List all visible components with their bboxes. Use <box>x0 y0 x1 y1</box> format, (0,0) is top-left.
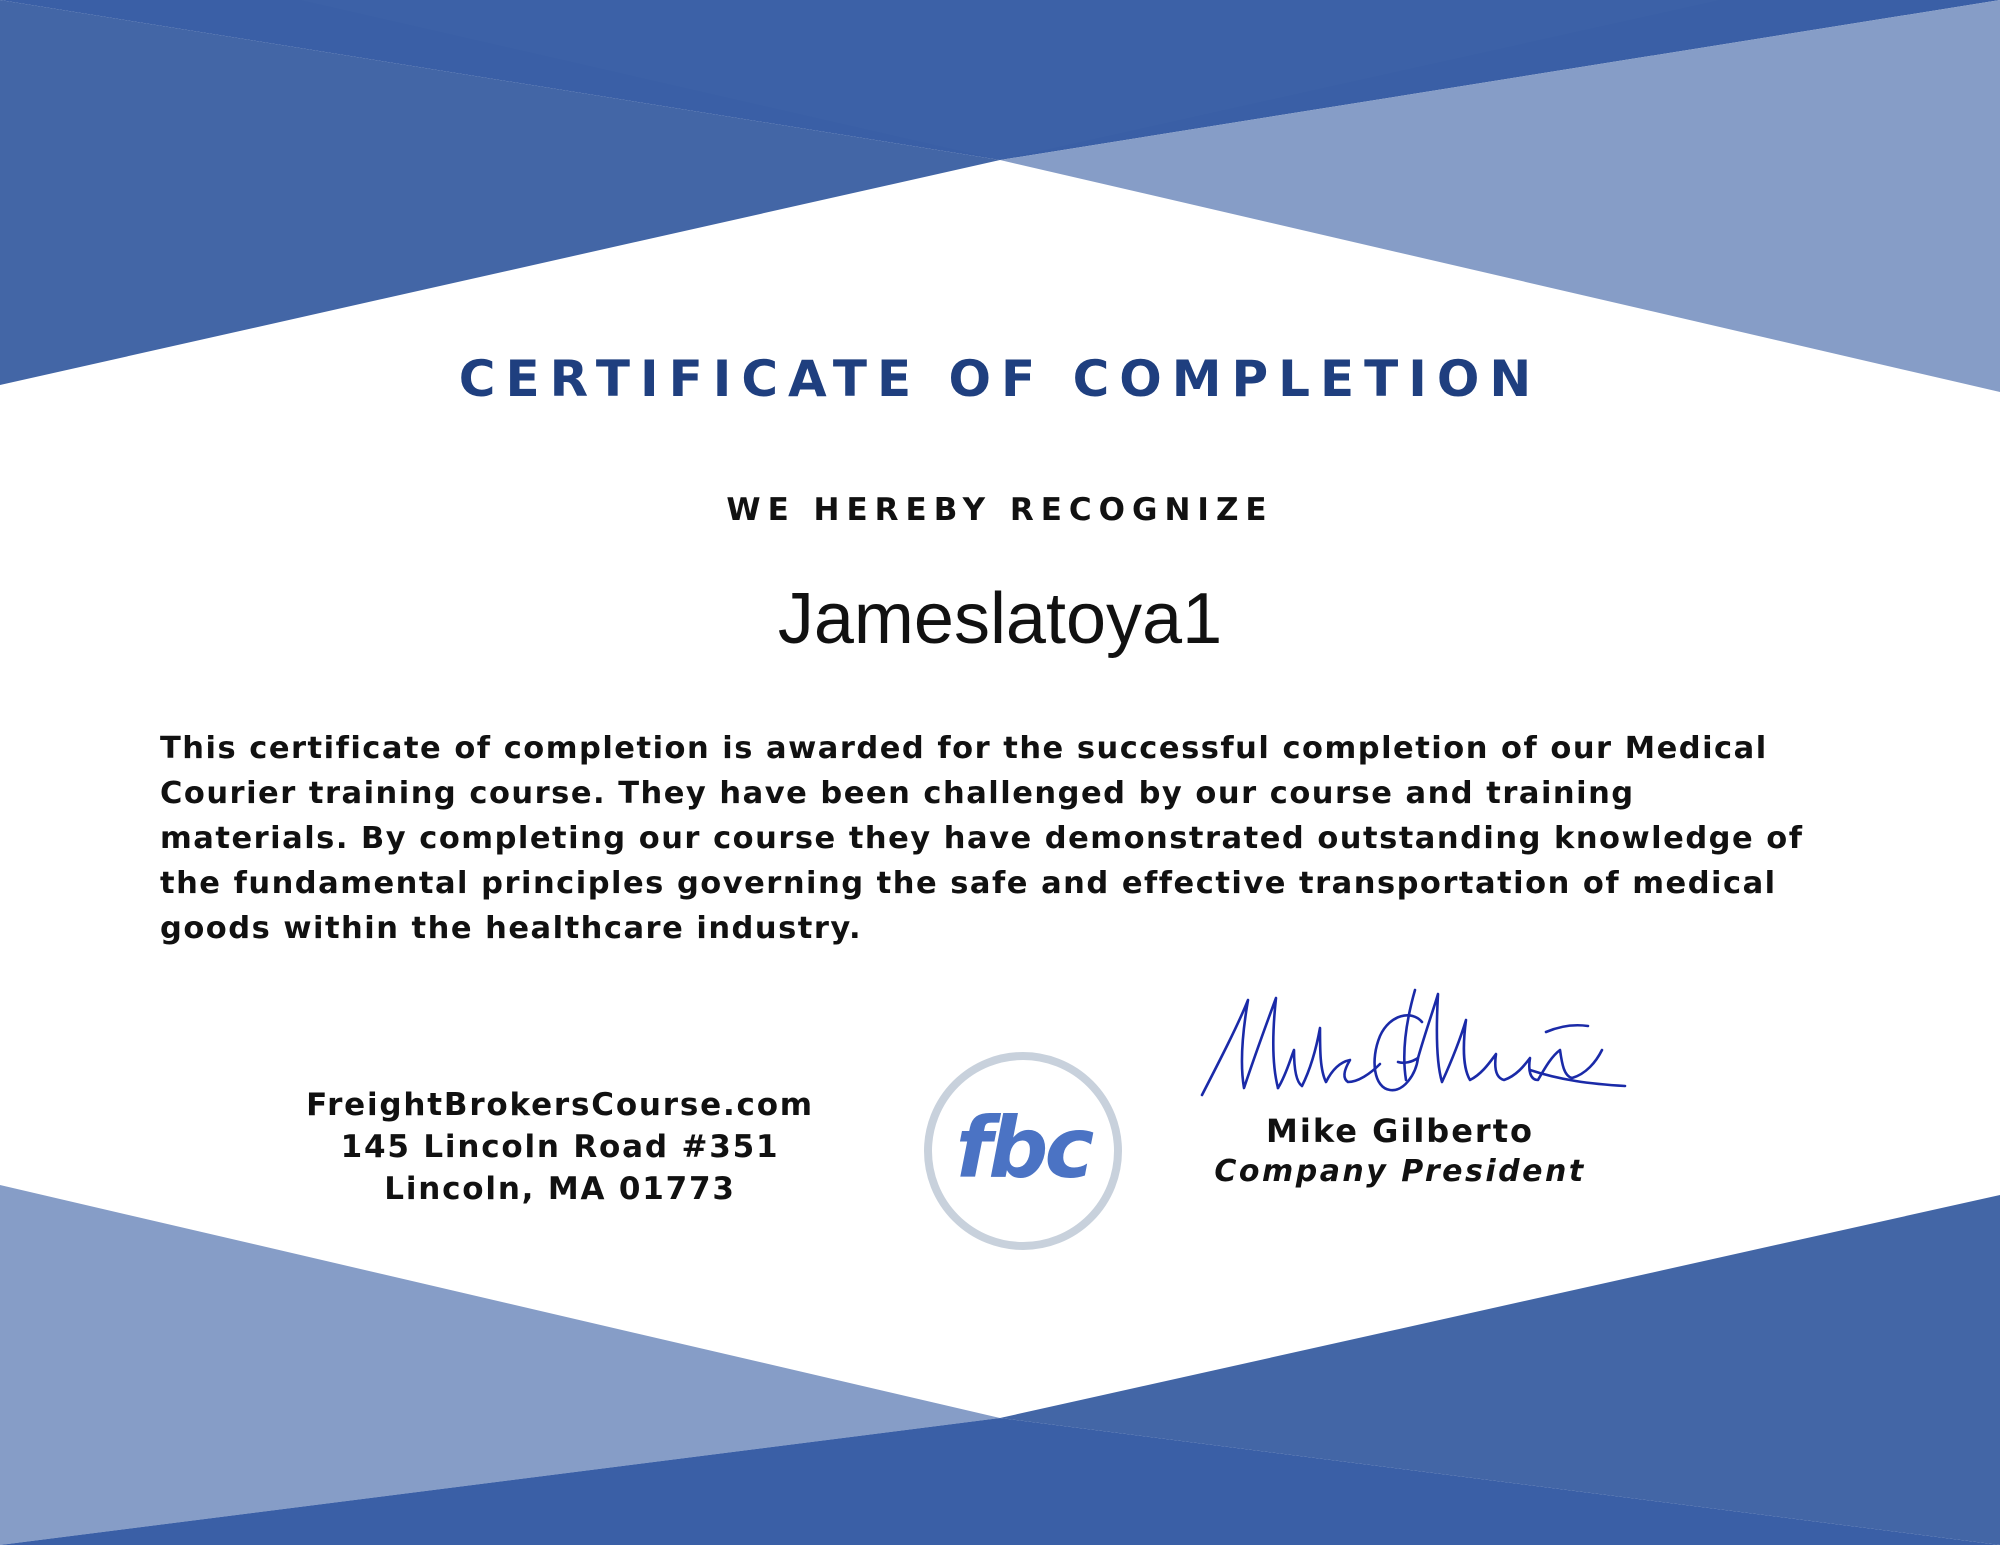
signatory-block <box>1160 1110 1640 1192</box>
body-line: materials. By completing our course they have demonstrated outstanding knowledge of <box>160 821 1804 856</box>
body-line: goods within the healthcare industry. <box>160 911 863 946</box>
fbc-logo-icon <box>922 1050 1124 1252</box>
certificate-title: CERTIFICATE OF COMPLETION <box>458 350 1542 408</box>
recognize-label: WE HEREBY RECOGNIZE <box>726 492 1274 528</box>
signature-icon <box>1190 970 1630 1110</box>
address-line-2: Lincoln, MA 01773 <box>384 1171 736 1207</box>
recipient-name: Jameslatoya1 <box>777 579 1223 659</box>
company-address <box>260 1084 860 1210</box>
logo-text: fbc <box>955 1099 1091 1197</box>
certificate-body <box>160 726 1840 951</box>
signatory-role: Company President <box>1214 1154 1586 1189</box>
body-line: This certificate of completion is awarded for the successful completion of our Medical <box>160 731 1768 766</box>
body-line: Courier training course. They have been challenged by our course and training <box>160 776 1635 811</box>
signatory-name: Mike Gilberto <box>1266 1112 1534 1150</box>
address-line-1: 145 Lincoln Road #351 <box>340 1129 780 1165</box>
body-line: the fundamental principles governing the safe and effective transportation of medical <box>160 866 1777 901</box>
company-website: FreightBrokersCourse.com <box>306 1087 814 1123</box>
